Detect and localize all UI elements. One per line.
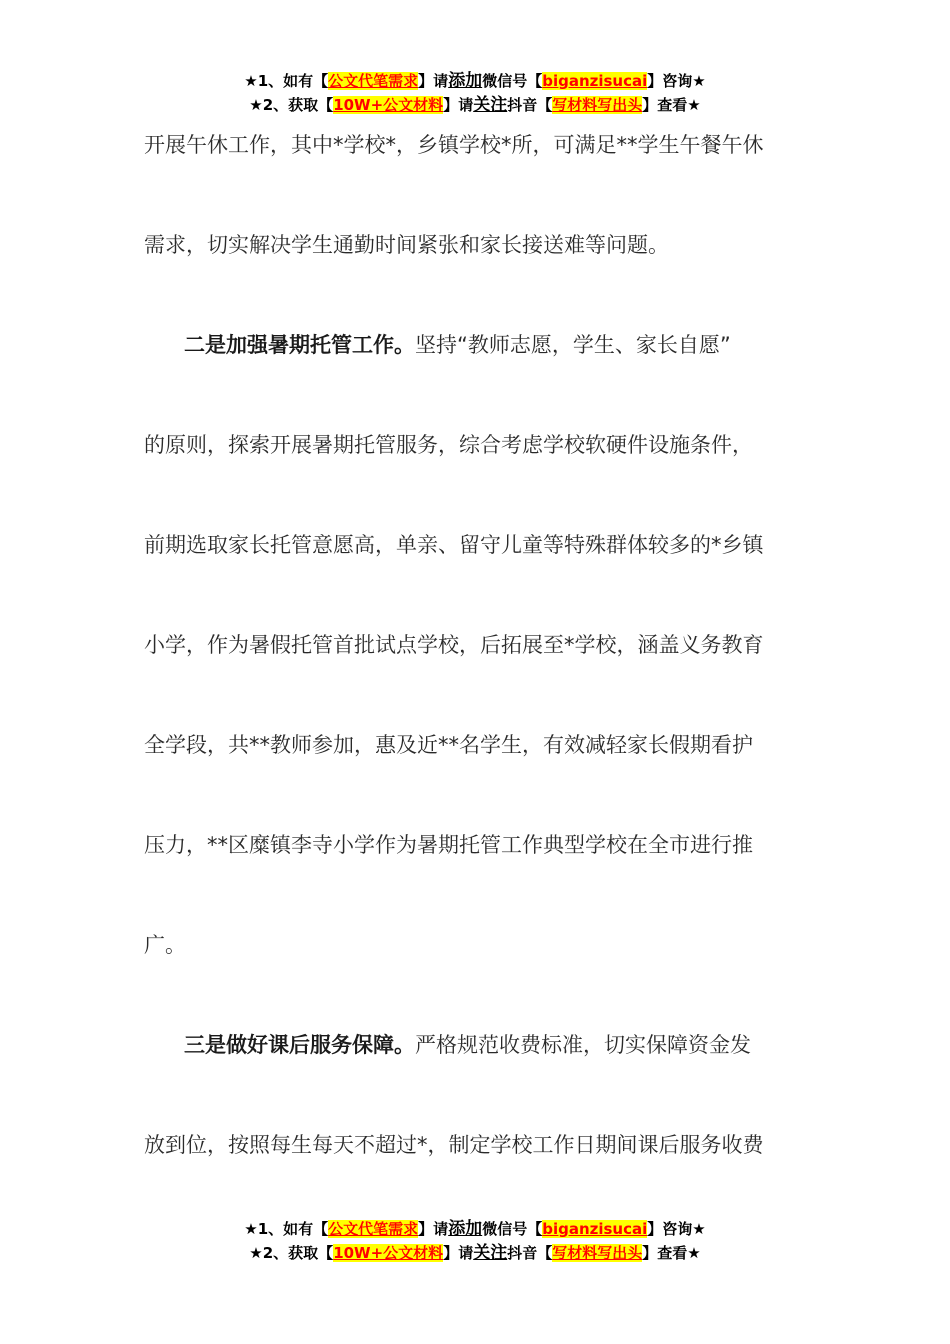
banner-text: 抖音【 (507, 1244, 553, 1262)
paragraph-heading: 三是做好课后服务保障。 (184, 1033, 415, 1057)
banner-text: 】查看★ (642, 1244, 701, 1262)
banner-emphasis: 添加 (448, 71, 483, 91)
document-body (144, 120, 808, 1220)
banner-text: 】咨询★ (647, 1220, 706, 1238)
banner-highlight: 10W+公文材料 (333, 96, 444, 114)
banner-line-1 (0, 69, 950, 93)
text-line: 全学段，共**教师参加，惠及近**名学生，有效减轻家长假期看护 (144, 733, 753, 757)
banner-text: ★2、获取【 (249, 96, 334, 114)
banner-line-2 (0, 93, 950, 117)
text-line: 需求，切实解决学生通勤时间紧张和家长接送难等问题。 (144, 233, 669, 257)
paragraph-heading: 二是加强暑期托管工作。 (184, 333, 415, 357)
banner-douyin-account: 写材料写出头 (552, 1244, 643, 1262)
text-line: 广。 (144, 933, 186, 957)
banner-emphasis: 关注 (473, 95, 508, 115)
banner-highlight: 公文代笔需求 (328, 1220, 419, 1238)
text-line: 的原则，探索开展暑期托管服务，综合考虑学校软硬件设施条件， (144, 433, 753, 457)
text-line: 前期选取家长托管意愿高，单亲、留守儿童等特殊群体较多的*乡镇 (144, 533, 764, 557)
banner-text: 】查看★ (642, 96, 701, 114)
banner-text: 微信号【 (482, 72, 543, 90)
paragraph-heading-line: 二是加强暑期托管工作。坚持“教师志愿，学生、家长自愿” (184, 333, 731, 357)
banner-wechat-id: biganzisucai (542, 1220, 648, 1238)
banner-text: 】请 (443, 1244, 474, 1262)
text-line: 开展午休工作，其中*学校*，乡镇学校*所，可满足**学生午餐午休 (144, 133, 764, 157)
banner-text: 】咨询★ (647, 72, 706, 90)
banner-text: ★2、获取【 (249, 1244, 334, 1262)
banner-douyin-account: 写材料写出头 (552, 96, 643, 114)
text-line: 压力，**区糜镇李寺小学作为暑期托管工作典型学校在全市进行推 (144, 833, 753, 857)
text-line: 放到位，按照每生每天不超过*，制定学校工作日期间课后服务收费 (144, 1133, 764, 1157)
banner-highlight: 10W+公文材料 (333, 1244, 444, 1262)
banner-highlight: 公文代笔需求 (328, 72, 419, 90)
text-line: 小学，作为暑假托管首批试点学校，后拓展至*学校，涵盖义务教育 (144, 633, 764, 657)
footer-banner (0, 1217, 950, 1265)
banner-text: 抖音【 (507, 96, 553, 114)
banner-text: 】请 (443, 96, 474, 114)
banner-line-1 (0, 1217, 950, 1241)
banner-text: 】请 (418, 72, 449, 90)
banner-emphasis: 关注 (473, 1243, 508, 1263)
banner-text: ★1、如有【 (244, 1220, 329, 1238)
paragraph-heading-line: 三是做好课后服务保障。严格规范收费标准，切实保障资金发 (184, 1033, 751, 1057)
banner-text: 微信号【 (482, 1220, 543, 1238)
banner-line-2 (0, 1241, 950, 1265)
banner-text: 】请 (418, 1220, 449, 1238)
banner-wechat-id: biganzisucai (542, 72, 648, 90)
header-banner (0, 69, 950, 117)
banner-text: ★1、如有【 (244, 72, 329, 90)
banner-emphasis: 添加 (448, 1219, 483, 1239)
